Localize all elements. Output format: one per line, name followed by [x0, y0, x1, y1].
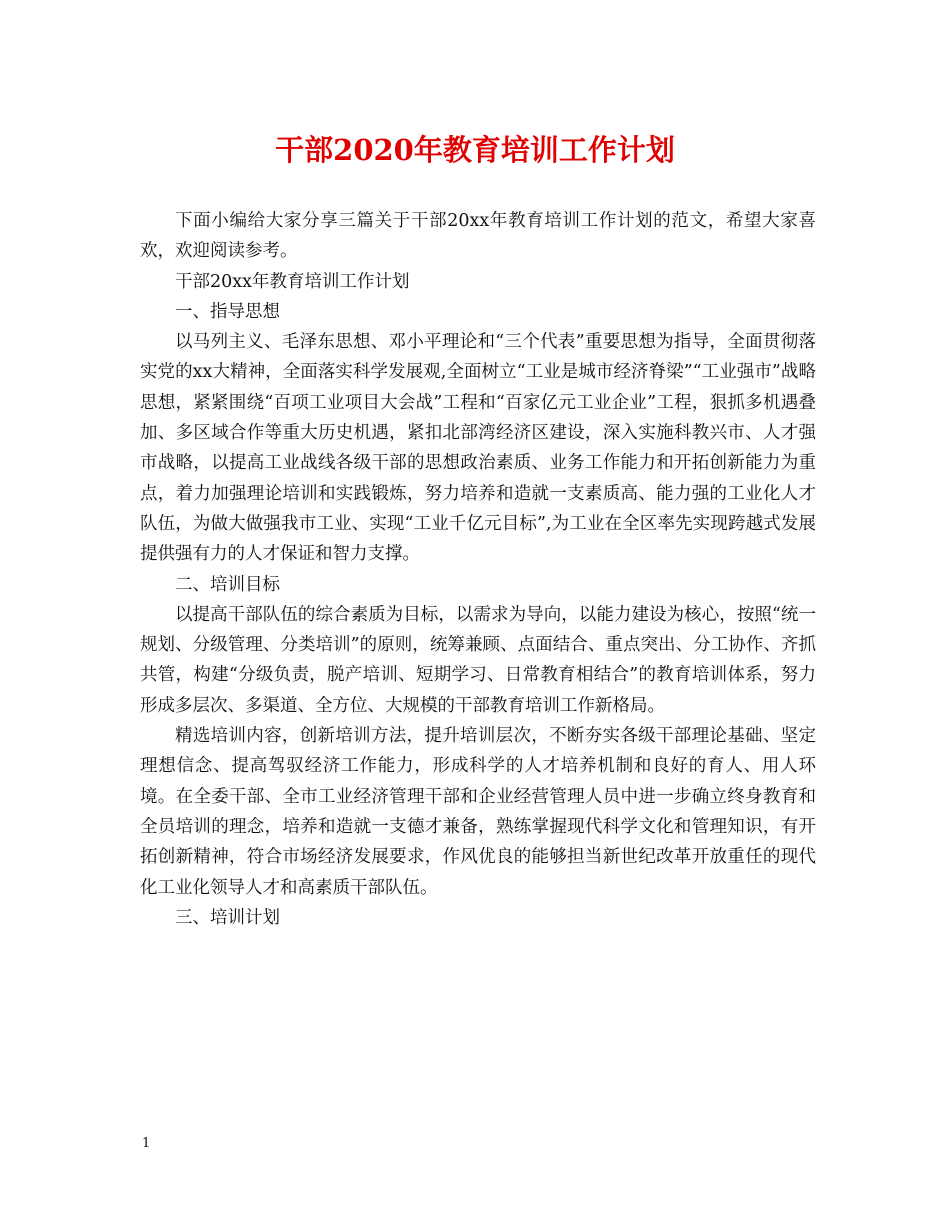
paragraph-plan-heading: 干部20xx年教育培训工作计划 [175, 271, 410, 292]
paragraph-guiding-ideology: 以马列主义、毛泽东思想、邓小平理论和“三个代表”重要思想为指导，全面贯彻落实党的xx大精神，全面落实科学发展观,全面树立“工业是城市经济脊梁”“工业强市”战略思想，紧紧围绕“百项工业项目大会战”工程和“百家亿元工业企业”工程，狠抓多机遇叠加、多区域合作等重大历史机遇，紧扣北部湾经济区建设，深入实施科教兴市、人才强市战略，以提高工业战线各级干部的思想政治素质、业务工作能力和开拓创新能力为重点，着力加强理论培训和实践锻炼，努力培养和造就一支素质高、能力强的工业化人才队伍，为做大做强我市工业、实现“工业千亿元目标”,为工业在全区率先实现跨越式发展提供强有力的人才保证和智力支撑。 [140, 332, 816, 565]
section-heading-training-goals: 二、培训目标 [175, 574, 280, 595]
document-body [140, 206, 816, 933]
paragraph-training-content: 精选培训内容，创新培训方法，提升培训层次，不断夯实各级干部理论基础、坚定理想信念、提高驾驭经济工作能力，形成科学的人才培养机制和良好的育人、用人环境。在全委干部、全市工业经济管理干部和企业经营管理人员中进一步确立终身教育和全员培训的理念，培养和造就一支德才兼备，熟练掌握现代科学文化和管理知识，有开拓创新精神，符合市场经济发展要求，作风优良的能够担当新世纪改革开放重任的现代化工业化领导人才和高素质干部队伍。 [140, 726, 816, 898]
section-heading-training-plan: 三、培训计划 [175, 907, 280, 928]
section-heading-guiding-ideology: 一、指导思想 [175, 301, 280, 322]
document-title: 干部2020年教育培训工作计划 [275, 133, 675, 167]
paragraph-intro: 下面小编给大家分享三篇关于干部20xx年教育培训工作计划的范文，希望大家喜欢，欢迎阅读参考。 [140, 211, 816, 262]
page-number: 1 [142, 1136, 151, 1151]
paragraph-training-goals: 以提高干部队伍的综合素质为目标，以需求为导向，以能力建设为核心，按照“统一规划、分级管理、分类培训”的原则，统筹兼顾、点面结合、重点突出、分工协作、齐抓共管，构建“分级负责，脱产培训、短期学习、日常教育相结合”的教育培训体系，努力形成多层次、多渠道、全方位、大规模的干部教育培训工作新格局。 [140, 604, 816, 716]
